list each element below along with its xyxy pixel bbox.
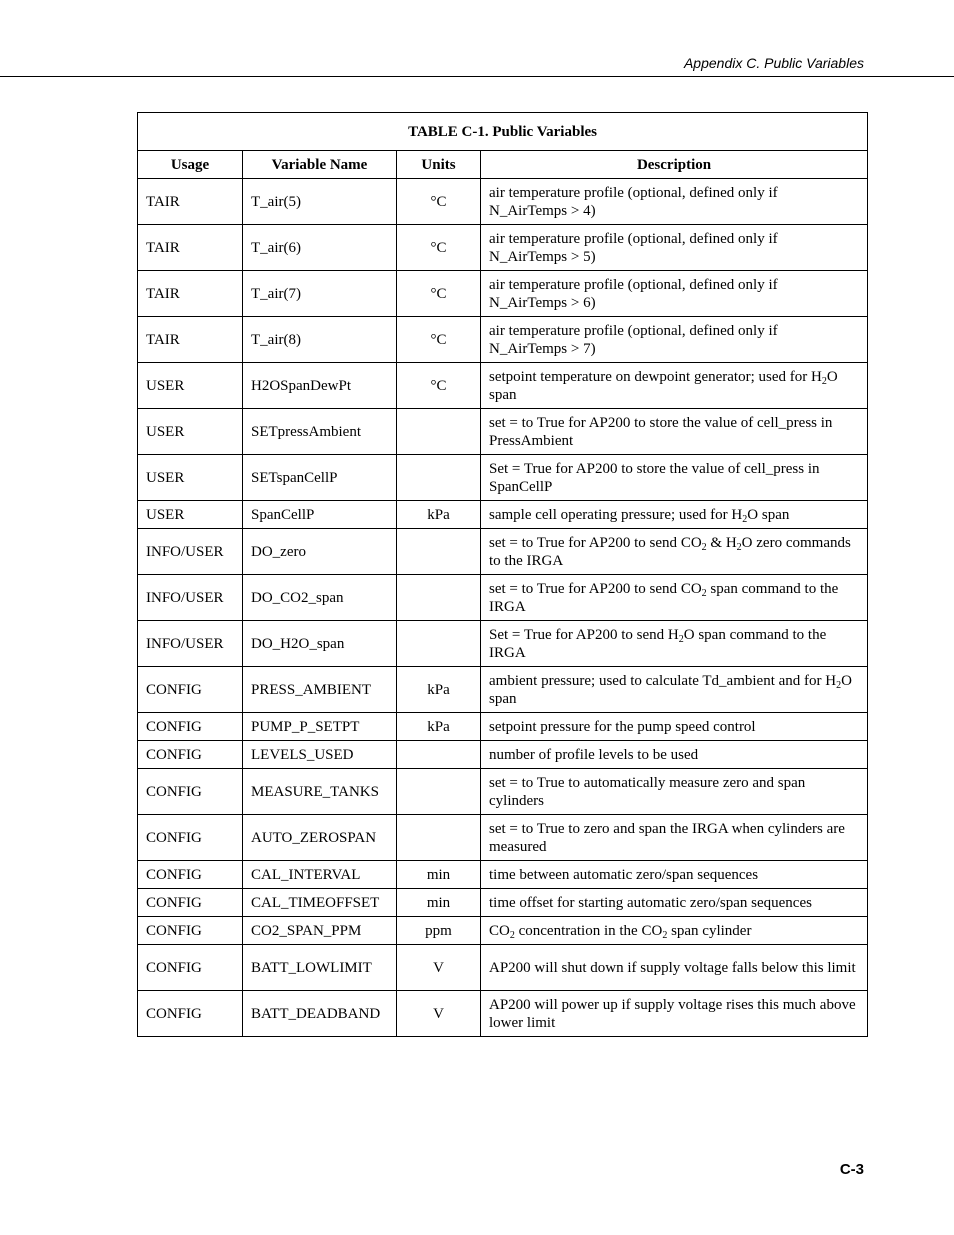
table-row [138,455,868,501]
cell-description: air temperature profile (optional, defined only if N_AirTemps > 7) [481,317,868,363]
cell-usage: TAIR [138,317,243,363]
cell-units: kPa [397,667,481,713]
cell-units [397,409,481,455]
cell-units: min [397,861,481,889]
cell-variable-name: CAL_INTERVAL [243,861,397,889]
cell-variable-name: DO_H2O_span [243,621,397,667]
cell-usage: CONFIG [138,667,243,713]
cell-description: set = to True to automatically measure zero and span cylinders [481,769,868,815]
cell-usage: CONFIG [138,889,243,917]
cell-usage: USER [138,363,243,409]
cell-variable-name: T_air(8) [243,317,397,363]
page-number: C-3 [839,1161,864,1178]
table-row [138,529,868,575]
table-row [138,363,868,409]
cell-units [397,769,481,815]
table-row [138,991,868,1037]
header-rule [0,76,954,77]
cell-description: set = to True for AP200 to send $CO_2$ & $H_2O$ zero commands to the IRGA [481,529,868,575]
cell-variable-name: PRESS_AMBIENT [243,667,397,713]
cell-description: Set = True for AP200 to send $H_2O$ span command to the IRGA [481,621,868,667]
column-header-units: Units [397,151,481,179]
cell-description: time between automatic zero/span sequences [481,861,868,889]
cell-variable-name: T_air(7) [243,271,397,317]
column-header-variable-name: Variable Name [243,151,397,179]
cell-usage: CONFIG [138,861,243,889]
running-header: Appendix C. Public Variables [683,55,864,71]
cell-variable-name: CAL_TIMEOFFSET [243,889,397,917]
cell-description: air temperature profile (optional, defined only if N_AirTemps > 5) [481,225,868,271]
cell-units [397,455,481,501]
public-variables-table [137,112,868,1037]
cell-variable-name: BATT_LOWLIMIT [243,945,397,991]
table-row [138,945,868,991]
cell-usage: USER [138,501,243,529]
table-row [138,815,868,861]
table-row [138,501,868,529]
cell-units [397,529,481,575]
cell-description: set = to True to zero and span the IRGA when cylinders are measured [481,815,868,861]
cell-variable-name: MEASURE_TANKS [243,769,397,815]
cell-units [397,621,481,667]
cell-units: V [397,991,481,1037]
cell-units [397,741,481,769]
cell-variable-name: T_air(5) [243,179,397,225]
cell-description: air temperature profile (optional, defined only if N_AirTemps > 4) [481,179,868,225]
cell-variable-name: BATT_DEADBAND [243,991,397,1037]
cell-usage: CONFIG [138,945,243,991]
cell-description: number of profile levels to be used [481,741,868,769]
cell-usage: USER [138,409,243,455]
column-header-description: Description [481,151,868,179]
cell-description: AP200 will power up if supply voltage rises this much above lower limit [481,991,868,1037]
cell-variable-name: H2OSpanDewPt [243,363,397,409]
table-row [138,861,868,889]
cell-units: °C [397,179,481,225]
cell-usage: CONFIG [138,741,243,769]
cell-variable-name: DO_CO2_span [243,575,397,621]
table-caption: TABLE C-1. Public Variables [138,113,868,151]
cell-units: °C [397,271,481,317]
cell-usage: TAIR [138,225,243,271]
cell-variable-name: LEVELS_USED [243,741,397,769]
cell-description: AP200 will shut down if supply voltage falls below this limit [481,945,868,991]
cell-usage: USER [138,455,243,501]
cell-description: ambient pressure; used to calculate Td_ambient and for $H_2O$ span [481,667,868,713]
cell-units: kPa [397,713,481,741]
column-header-usage: Usage [138,151,243,179]
cell-units: V [397,945,481,991]
cell-usage: CONFIG [138,713,243,741]
table-row [138,713,868,741]
cell-usage: CONFIG [138,769,243,815]
table-row [138,179,868,225]
cell-description: Set = True for AP200 to store the value of cell_press in SpanCellP [481,455,868,501]
cell-units [397,575,481,621]
table-row [138,667,868,713]
table-row [138,621,868,667]
cell-usage: CONFIG [138,917,243,945]
table-row [138,271,868,317]
cell-description: sample cell operating pressure; used for $H_2O$ span [481,501,868,529]
table-header-row [138,151,868,179]
cell-description: time offset for starting automatic zero/span sequences [481,889,868,917]
cell-usage: INFO/USER [138,575,243,621]
cell-usage: INFO/USER [138,621,243,667]
table-row [138,409,868,455]
cell-description: set = to True for AP200 to send $CO_2$ span command to the IRGA [481,575,868,621]
cell-units: ppm [397,917,481,945]
table-row [138,889,868,917]
cell-description: air temperature profile (optional, defined only if N_AirTemps > 6) [481,271,868,317]
table-caption-row [138,113,868,151]
cell-description: set = to True for AP200 to store the value of cell_press in PressAmbient [481,409,868,455]
cell-variable-name: SpanCellP [243,501,397,529]
cell-usage: INFO/USER [138,529,243,575]
cell-units: kPa [397,501,481,529]
table-row [138,917,868,945]
table-row [138,741,868,769]
cell-units: °C [397,363,481,409]
cell-usage: TAIR [138,271,243,317]
cell-variable-name: AUTO_ZEROSPAN [243,815,397,861]
cell-units: °C [397,225,481,271]
cell-description: setpoint temperature on dewpoint generator; used for $H_2O$ span [481,363,868,409]
cell-variable-name: DO_zero [243,529,397,575]
cell-variable-name: PUMP_P_SETPT [243,713,397,741]
cell-units: min [397,889,481,917]
table-row [138,769,868,815]
table-row [138,225,868,271]
cell-variable-name: SETspanCellP [243,455,397,501]
table-row [138,575,868,621]
cell-variable-name: T_air(6) [243,225,397,271]
cell-description: $CO_2$ concentration in the $CO_2$ span cylinder [481,917,868,945]
cell-variable-name: SETpressAmbient [243,409,397,455]
cell-units [397,815,481,861]
table-row [138,317,868,363]
cell-usage: CONFIG [138,991,243,1037]
cell-description: setpoint pressure for the pump speed control [481,713,868,741]
cell-usage: TAIR [138,179,243,225]
cell-usage: CONFIG [138,815,243,861]
cell-variable-name: CO2_SPAN_PPM [243,917,397,945]
cell-units: °C [397,317,481,363]
